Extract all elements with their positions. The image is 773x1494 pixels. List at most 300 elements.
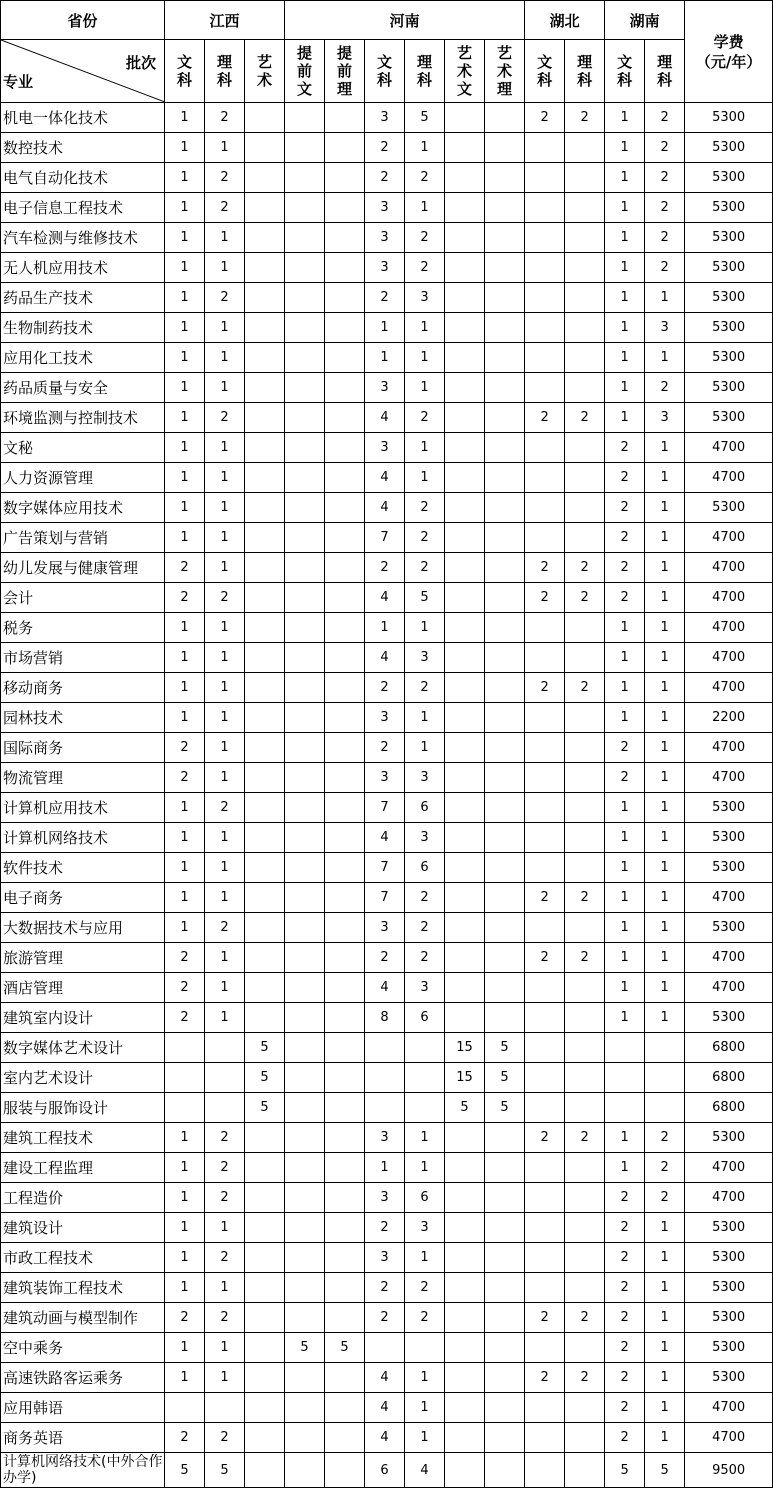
table-row xyxy=(1,1303,773,1333)
quota-cell xyxy=(445,853,485,883)
quota-cell xyxy=(645,1033,685,1063)
quota-cell xyxy=(205,1393,245,1423)
quota-cell: 1 xyxy=(645,493,685,523)
quota-cell: 2 xyxy=(405,163,445,193)
quota-cell xyxy=(565,1393,605,1423)
quota-cell xyxy=(485,1423,525,1453)
quota-cell: 2 xyxy=(645,1183,685,1213)
table-row xyxy=(1,1333,773,1363)
quota-cell xyxy=(445,733,485,763)
quota-cell xyxy=(445,1243,485,1273)
quota-cell xyxy=(525,433,565,463)
fee-cell: 4700 xyxy=(685,883,773,913)
quota-cell xyxy=(325,673,365,703)
quota-cell xyxy=(325,223,365,253)
quota-cell: 1 xyxy=(605,823,645,853)
quota-cell: 2 xyxy=(645,223,685,253)
quota-cell: 1 xyxy=(165,493,205,523)
quota-cell xyxy=(205,1063,245,1093)
quota-cell xyxy=(325,103,365,133)
quota-cell: 1 xyxy=(645,343,685,373)
quota-cell xyxy=(525,1273,565,1303)
quota-cell: 2 xyxy=(525,1123,565,1153)
major-name-cell: 园林技术 xyxy=(1,703,165,733)
table-row xyxy=(1,733,773,763)
quota-cell: 2 xyxy=(565,1363,605,1393)
quota-cell xyxy=(245,1123,285,1153)
quota-cell xyxy=(285,133,325,163)
quota-cell xyxy=(445,103,485,133)
major-name-cell: 酒店管理 xyxy=(1,973,165,1003)
quota-cell: 2 xyxy=(165,553,205,583)
quota-cell: 5 xyxy=(485,1063,525,1093)
quota-cell: 1 xyxy=(165,1213,205,1243)
quota-cell xyxy=(285,343,325,373)
quota-cell: 4 xyxy=(365,463,405,493)
major-name-cell: 税务 xyxy=(1,613,165,643)
quota-cell: 3 xyxy=(365,913,405,943)
quota-cell xyxy=(565,223,605,253)
quota-cell xyxy=(525,1393,565,1423)
quota-cell xyxy=(485,1153,525,1183)
quota-cell: 2 xyxy=(165,1303,205,1333)
quota-cell: 2 xyxy=(605,733,645,763)
quota-cell xyxy=(485,643,525,673)
quota-cell: 1 xyxy=(165,613,205,643)
quota-cell xyxy=(485,1363,525,1393)
major-name-cell: 空中乘务 xyxy=(1,1333,165,1363)
quota-cell xyxy=(525,193,565,223)
fee-cell: 5300 xyxy=(685,493,773,523)
quota-cell: 1 xyxy=(405,343,445,373)
quota-cell xyxy=(245,403,285,433)
major-name-cell: 应用韩语 xyxy=(1,1393,165,1423)
quota-cell: 2 xyxy=(365,133,405,163)
quota-cell: 1 xyxy=(645,583,685,613)
quota-cell xyxy=(245,1003,285,1033)
quota-cell xyxy=(245,343,285,373)
quota-cell: 7 xyxy=(365,853,405,883)
jiangxi-sub-header: 理科 xyxy=(205,40,245,103)
quota-cell: 1 xyxy=(205,1003,245,1033)
quota-cell: 2 xyxy=(525,673,565,703)
quota-cell xyxy=(445,1213,485,1243)
quota-cell: 2 xyxy=(565,883,605,913)
quota-cell: 2 xyxy=(405,1303,445,1333)
major-name-cell: 生物制药技术 xyxy=(1,313,165,343)
quota-cell: 6 xyxy=(405,853,445,883)
quota-cell: 15 xyxy=(445,1063,485,1093)
quota-cell xyxy=(325,523,365,553)
quota-cell xyxy=(285,673,325,703)
quota-cell: 3 xyxy=(405,1213,445,1243)
quota-cell: 4 xyxy=(365,403,405,433)
quota-cell xyxy=(525,493,565,523)
major-name-cell: 机电一体化技术 xyxy=(1,103,165,133)
quota-cell xyxy=(565,1063,605,1093)
fee-cell: 5300 xyxy=(685,343,773,373)
quota-cell xyxy=(245,853,285,883)
quota-cell: 5 xyxy=(165,1453,205,1488)
table-row xyxy=(1,703,773,733)
major-name-cell: 计算机网络技术(中外合作办学) xyxy=(1,1453,165,1488)
quota-cell: 1 xyxy=(645,1003,685,1033)
fee-cell: 4700 xyxy=(685,463,773,493)
quota-cell: 1 xyxy=(405,373,445,403)
quota-cell xyxy=(245,1153,285,1183)
quota-cell: 1 xyxy=(365,1153,405,1183)
quota-cell: 1 xyxy=(605,373,645,403)
quota-cell: 3 xyxy=(405,643,445,673)
major-name-cell: 移动商务 xyxy=(1,673,165,703)
quota-cell: 6 xyxy=(365,1453,405,1488)
major-name-cell: 建设工程监理 xyxy=(1,1153,165,1183)
quota-cell xyxy=(485,1453,525,1488)
quota-cell xyxy=(525,1093,565,1123)
quota-cell: 1 xyxy=(365,613,405,643)
fee-cell: 5300 xyxy=(685,193,773,223)
quota-cell: 1 xyxy=(165,373,205,403)
quota-cell xyxy=(565,343,605,373)
quota-cell: 2 xyxy=(165,943,205,973)
quota-cell xyxy=(565,1213,605,1243)
quota-cell: 2 xyxy=(565,583,605,613)
quota-cell xyxy=(485,553,525,583)
quota-cell: 3 xyxy=(645,403,685,433)
quota-cell xyxy=(485,313,525,343)
quota-cell xyxy=(525,1153,565,1183)
batch-major-diagonal-cell xyxy=(1,40,165,103)
quota-cell: 1 xyxy=(205,943,245,973)
quota-cell xyxy=(325,973,365,1003)
quota-cell xyxy=(285,103,325,133)
major-name-cell: 幼儿发展与健康管理 xyxy=(1,553,165,583)
quota-cell: 5 xyxy=(245,1093,285,1123)
major-name-cell: 建筑工程技术 xyxy=(1,1123,165,1153)
quota-cell xyxy=(565,193,605,223)
quota-cell xyxy=(285,463,325,493)
quota-cell xyxy=(285,493,325,523)
quota-cell: 2 xyxy=(205,283,245,313)
quota-cell: 2 xyxy=(565,553,605,583)
quota-cell xyxy=(485,943,525,973)
quota-cell xyxy=(525,853,565,883)
quota-cell: 1 xyxy=(645,643,685,673)
quota-cell: 1 xyxy=(205,433,245,463)
quota-cell xyxy=(525,733,565,763)
quota-cell: 1 xyxy=(205,1363,245,1393)
quota-cell: 1 xyxy=(605,883,645,913)
quota-cell xyxy=(245,913,285,943)
quota-cell xyxy=(325,1183,365,1213)
hubei-sub-header: 文科 xyxy=(525,40,565,103)
quota-cell: 1 xyxy=(605,1003,645,1033)
quota-cell: 1 xyxy=(205,763,245,793)
quota-cell xyxy=(285,1363,325,1393)
quota-cell: 4 xyxy=(365,643,405,673)
quota-cell xyxy=(245,763,285,793)
quota-cell xyxy=(285,1153,325,1183)
quota-cell xyxy=(165,1393,205,1423)
major-name-cell: 环境监测与控制技术 xyxy=(1,403,165,433)
fee-cell: 4700 xyxy=(685,1183,773,1213)
quota-cell xyxy=(445,613,485,643)
quota-cell xyxy=(445,433,485,463)
quota-cell: 1 xyxy=(165,913,205,943)
quota-cell: 1 xyxy=(165,853,205,883)
quota-cell: 3 xyxy=(405,763,445,793)
quota-cell: 2 xyxy=(605,1273,645,1303)
major-name-cell: 会计 xyxy=(1,583,165,613)
quota-cell: 1 xyxy=(605,163,645,193)
quota-cell xyxy=(445,883,485,913)
quota-cell xyxy=(245,193,285,223)
quota-cell: 1 xyxy=(645,733,685,763)
quota-cell xyxy=(285,1303,325,1333)
major-name-cell: 数控技术 xyxy=(1,133,165,163)
quota-cell xyxy=(165,1093,205,1123)
quota-cell: 1 xyxy=(645,283,685,313)
fee-cell: 6800 xyxy=(685,1063,773,1093)
quota-cell xyxy=(405,1333,445,1363)
quota-cell xyxy=(325,583,365,613)
table-row xyxy=(1,643,773,673)
quota-cell: 4 xyxy=(405,1453,445,1488)
quota-cell xyxy=(565,253,605,283)
quota-cell xyxy=(325,373,365,403)
quota-cell: 1 xyxy=(165,1243,205,1273)
table-row xyxy=(1,1063,773,1093)
quota-cell xyxy=(485,703,525,733)
quota-cell: 5 xyxy=(485,1093,525,1123)
quota-cell xyxy=(445,1183,485,1213)
quota-cell: 1 xyxy=(165,1333,205,1363)
quota-cell xyxy=(325,313,365,343)
major-name-cell: 药品质量与安全 xyxy=(1,373,165,403)
quota-cell: 2 xyxy=(365,163,405,193)
quota-cell: 2 xyxy=(605,1243,645,1273)
quota-cell: 2 xyxy=(605,1363,645,1393)
quota-cell xyxy=(565,523,605,553)
table-row xyxy=(1,223,773,253)
quota-cell xyxy=(525,1183,565,1213)
quota-cell: 7 xyxy=(365,793,405,823)
table-row xyxy=(1,313,773,343)
quota-cell: 3 xyxy=(365,703,405,733)
quota-cell xyxy=(445,283,485,313)
quota-cell: 1 xyxy=(205,853,245,883)
quota-cell xyxy=(445,193,485,223)
major-name-cell: 无人机应用技术 xyxy=(1,253,165,283)
table-row xyxy=(1,1273,773,1303)
quota-cell: 1 xyxy=(645,883,685,913)
quota-cell xyxy=(565,853,605,883)
quota-cell: 1 xyxy=(205,823,245,853)
table-row xyxy=(1,283,773,313)
quota-cell: 2 xyxy=(645,373,685,403)
quota-cell xyxy=(285,613,325,643)
quota-cell xyxy=(285,763,325,793)
quota-cell: 1 xyxy=(165,283,205,313)
table-row xyxy=(1,553,773,583)
quota-cell xyxy=(285,223,325,253)
quota-cell: 1 xyxy=(645,523,685,553)
quota-cell xyxy=(565,1273,605,1303)
table-row xyxy=(1,1453,773,1488)
quota-cell: 6 xyxy=(405,1003,445,1033)
quota-cell xyxy=(245,223,285,253)
major-name-cell: 汽车检测与维修技术 xyxy=(1,223,165,253)
table-row xyxy=(1,1093,773,1123)
quota-cell xyxy=(485,583,525,613)
quota-cell: 2 xyxy=(205,583,245,613)
major-name-cell: 软件技术 xyxy=(1,853,165,883)
quota-cell: 2 xyxy=(525,583,565,613)
quota-cell xyxy=(365,1063,405,1093)
quota-cell xyxy=(445,793,485,823)
quota-cell: 1 xyxy=(605,313,645,343)
quota-cell xyxy=(285,283,325,313)
quota-cell xyxy=(525,763,565,793)
quota-cell xyxy=(245,283,285,313)
quota-cell: 1 xyxy=(165,463,205,493)
quota-cell xyxy=(245,103,285,133)
fee-cell: 4700 xyxy=(685,523,773,553)
fee-header-line1: 学费 xyxy=(713,32,744,51)
quota-cell xyxy=(245,643,285,673)
fee-cell: 2200 xyxy=(685,703,773,733)
major-name-cell: 室内艺术设计 xyxy=(1,1063,165,1093)
quota-cell: 1 xyxy=(405,1423,445,1453)
quota-cell xyxy=(445,553,485,583)
quota-cell: 1 xyxy=(605,703,645,733)
quota-cell xyxy=(525,283,565,313)
quota-cell xyxy=(485,673,525,703)
major-name-cell: 广告策划与营销 xyxy=(1,523,165,553)
fee-cell: 4700 xyxy=(685,553,773,583)
fee-cell: 4700 xyxy=(685,583,773,613)
quota-cell xyxy=(525,643,565,673)
fee-cell: 4700 xyxy=(685,1423,773,1453)
jiangxi-sub-header: 艺术 xyxy=(245,40,285,103)
fee-cell: 5300 xyxy=(685,253,773,283)
quota-cell xyxy=(325,1243,365,1273)
quota-cell: 2 xyxy=(605,1423,645,1453)
quota-cell: 2 xyxy=(165,1003,205,1033)
table-row xyxy=(1,1423,773,1453)
quota-cell: 2 xyxy=(605,763,645,793)
quota-cell: 2 xyxy=(405,673,445,703)
quota-cell xyxy=(285,643,325,673)
table-body xyxy=(1,103,773,1488)
quota-cell xyxy=(325,1123,365,1153)
quota-cell xyxy=(445,1303,485,1333)
quota-cell xyxy=(485,193,525,223)
quota-cell: 15 xyxy=(445,1033,485,1063)
fee-cell: 4700 xyxy=(685,613,773,643)
quota-cell: 1 xyxy=(405,733,445,763)
quota-cell: 2 xyxy=(565,943,605,973)
quota-cell xyxy=(525,703,565,733)
quota-cell: 1 xyxy=(405,1123,445,1153)
quota-cell xyxy=(485,973,525,1003)
quota-cell: 1 xyxy=(645,823,685,853)
quota-cell xyxy=(245,523,285,553)
quota-cell xyxy=(525,973,565,1003)
quota-cell: 1 xyxy=(205,883,245,913)
table-row xyxy=(1,343,773,373)
quota-cell: 2 xyxy=(645,1153,685,1183)
quota-cell xyxy=(525,913,565,943)
quota-cell xyxy=(245,253,285,283)
quota-cell: 2 xyxy=(605,1213,645,1243)
quota-cell xyxy=(285,373,325,403)
table-row xyxy=(1,193,773,223)
quota-cell xyxy=(525,1423,565,1453)
quota-cell: 2 xyxy=(645,193,685,223)
quota-cell: 2 xyxy=(165,583,205,613)
quota-cell xyxy=(325,1273,365,1303)
quota-cell: 1 xyxy=(645,463,685,493)
fee-cell: 5300 xyxy=(685,133,773,163)
quota-cell: 5 xyxy=(485,1033,525,1063)
quota-cell: 2 xyxy=(365,733,405,763)
major-name-cell: 药品生产技术 xyxy=(1,283,165,313)
quota-cell: 2 xyxy=(605,583,645,613)
quota-cell xyxy=(485,523,525,553)
quota-cell: 1 xyxy=(605,103,645,133)
quota-cell xyxy=(645,1093,685,1123)
quota-cell: 2 xyxy=(645,253,685,283)
quota-cell: 5 xyxy=(605,1453,645,1488)
quota-cell xyxy=(245,313,285,343)
table-row xyxy=(1,1213,773,1243)
quota-cell xyxy=(325,553,365,583)
quota-cell xyxy=(245,823,285,853)
quota-cell: 2 xyxy=(405,403,445,433)
quota-cell xyxy=(565,973,605,1003)
quota-cell: 1 xyxy=(205,343,245,373)
quota-cell xyxy=(285,1063,325,1093)
fee-cell: 5300 xyxy=(685,103,773,133)
quota-cell: 5 xyxy=(285,1333,325,1363)
quota-cell xyxy=(525,1213,565,1243)
quota-cell: 1 xyxy=(205,643,245,673)
quota-cell xyxy=(325,1363,365,1393)
quota-cell xyxy=(565,733,605,763)
fee-cell: 5300 xyxy=(685,823,773,853)
fee-cell: 5300 xyxy=(685,313,773,343)
quota-cell: 1 xyxy=(165,223,205,253)
quota-cell: 2 xyxy=(405,523,445,553)
quota-cell xyxy=(285,1123,325,1153)
quota-cell xyxy=(485,133,525,163)
quota-cell: 1 xyxy=(205,973,245,1003)
quota-cell xyxy=(485,1303,525,1333)
quota-cell xyxy=(565,613,605,643)
quota-cell xyxy=(325,1213,365,1243)
quota-cell: 6 xyxy=(405,1183,445,1213)
table-row xyxy=(1,133,773,163)
quota-cell xyxy=(445,493,485,523)
quota-cell xyxy=(285,823,325,853)
quota-cell: 1 xyxy=(165,103,205,133)
quota-cell xyxy=(445,463,485,493)
quota-cell xyxy=(365,1093,405,1123)
quota-cell: 4 xyxy=(365,823,405,853)
quota-cell xyxy=(285,163,325,193)
quota-cell xyxy=(485,433,525,463)
